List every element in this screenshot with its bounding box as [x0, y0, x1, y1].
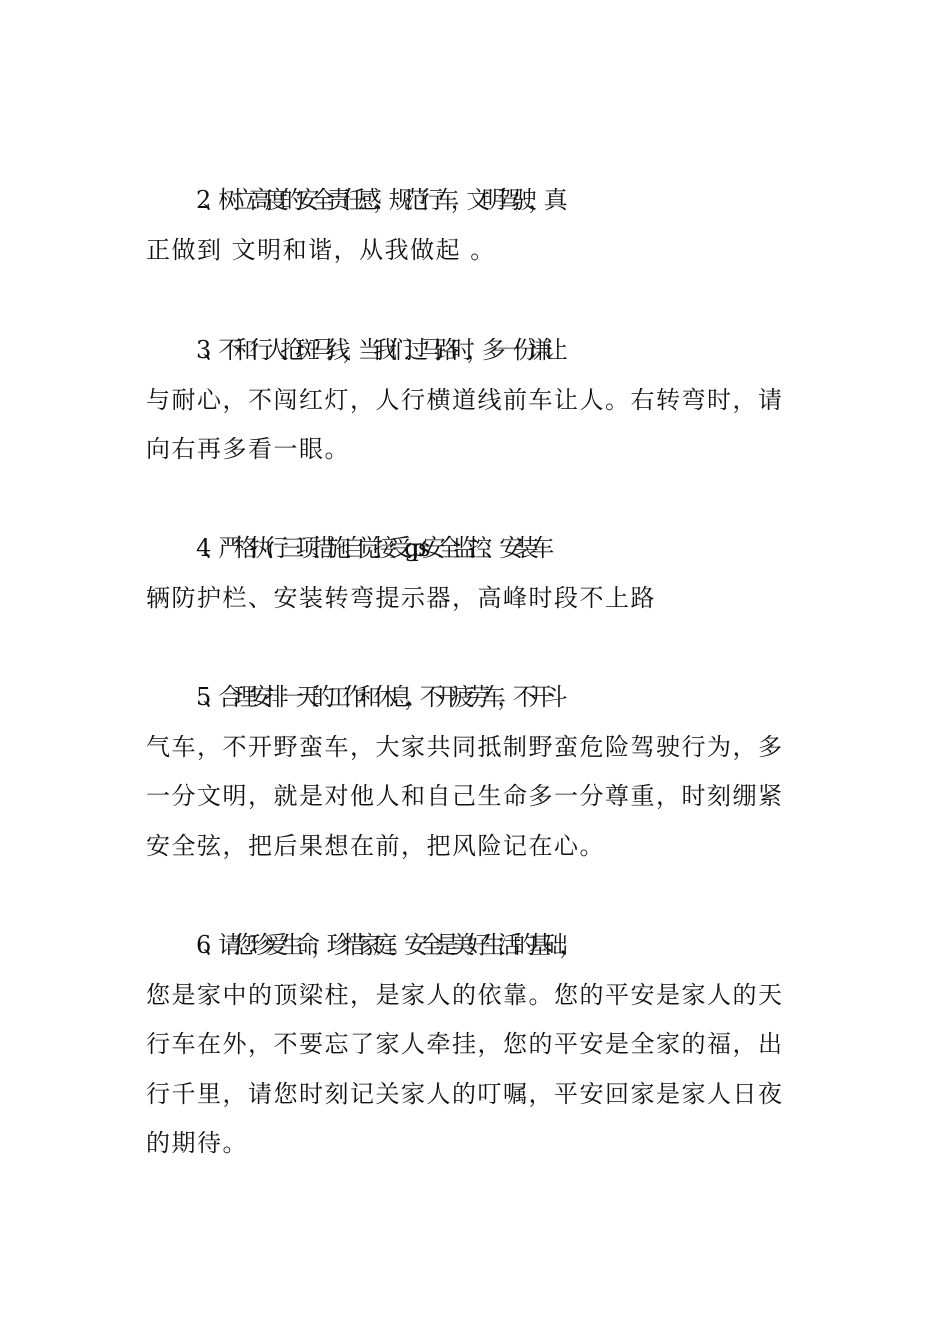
- paragraph-2: [146, 176, 808, 275]
- paragraph-line: 向右再多看一眼。: [146, 435, 350, 463]
- paragraph-4: [146, 524, 808, 623]
- paragraph-line: 辆防护栏、安装转弯提示器，高峰时段不上路: [146, 583, 656, 612]
- paragraph-line: 安全弦，把后果想在前，把风险记在心。: [146, 831, 605, 860]
- paragraph-line: 正做到 文明和谐，从我做起 。: [146, 235, 496, 264]
- paragraph-line: 4、严格执行三项措施自觉接受gps安全监控、安装车: [196, 534, 546, 562]
- paragraph-6: [146, 921, 808, 1169]
- paragraph-line: 气车，不开野蛮车，大家共同抵制野蛮危险驾驶行为，多: [146, 732, 784, 761]
- paragraph-line: 一分文明，就是对他人和自己生命多一分尊重，时刻绷紧: [146, 782, 784, 810]
- paragraph-line: 3、不和行人抢斑马线，当我们过马路时，多一份谦让: [196, 336, 560, 364]
- paragraph-line: 行千里，请您时刻记关家人的叮嘱，平安回家是家人日夜: [146, 1079, 784, 1108]
- paragraph-line: 的期待。: [146, 1129, 248, 1157]
- paragraph-3: [146, 326, 808, 475]
- paragraph-line: 6、请您珍爱生命，珍惜家庭。安全是美好生活的基础，: [196, 931, 575, 959]
- paragraph-line: 行车在外，不要忘了家人牵挂，您的平安是全家的福，出: [146, 1030, 784, 1058]
- paragraph-line: 2、树立高度的安全责任感，规范行车，文明驾驶，真: [196, 186, 560, 214]
- paragraph-5: [146, 673, 808, 871]
- paragraph-line: 5、合理安排一天的工作和休息，不开疲劳车，不开斗: [196, 683, 560, 711]
- paragraph-line: 您是家中的顶梁柱，是家人的依靠。您的平安是家人的天: [146, 980, 784, 1009]
- paragraph-line: 与耐心，不闯红灯，人行横道线前车让人。右转弯时，请: [146, 385, 784, 414]
